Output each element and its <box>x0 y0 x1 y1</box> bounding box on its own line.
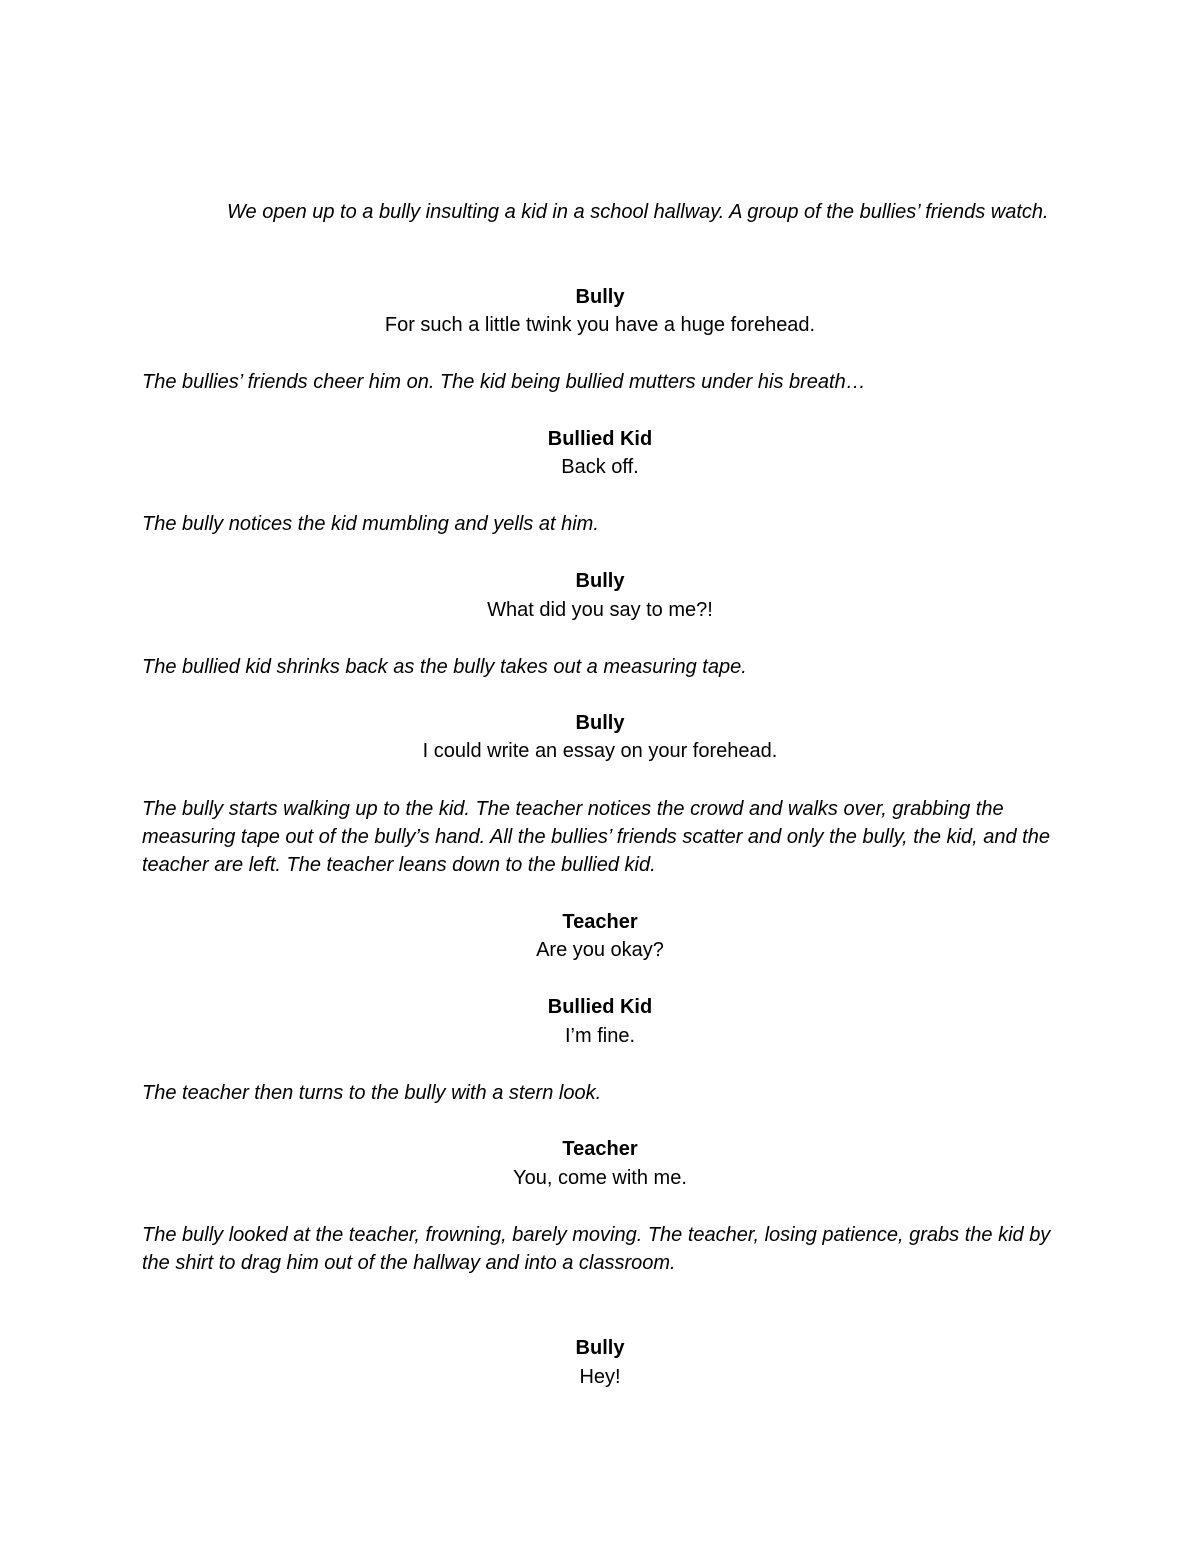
dialogue-line: Back off. <box>561 456 639 478</box>
character-name: Teacher <box>562 1138 638 1160</box>
action-line: The bullies’ friends cheer him on. The kid being bullied mutters under his breath… <box>142 371 866 393</box>
dialogue-line: Hey! <box>579 1366 621 1388</box>
character-name: Bully <box>575 1337 625 1359</box>
character-name: Bully <box>575 570 625 592</box>
dialogue-line: You, come with me. <box>513 1167 687 1189</box>
character-name: Bully <box>575 286 625 308</box>
character-name: Bully <box>575 712 625 734</box>
dialogue-line: Are you okay? <box>536 939 664 961</box>
dialogue-line: What did you say to me?! <box>487 599 713 621</box>
action-line: The bully looked at the teacher, frowning, barely moving. The teacher, losing patience, grabs the kid by the shirt to drag him out of the hallway and into a classroom. <box>142 1224 1051 1274</box>
character-name: Teacher <box>562 911 638 933</box>
character-name: Bullied Kid <box>547 428 653 450</box>
action-line: The bullied kid shrinks back as the bully takes out a measuring tape. <box>142 656 747 678</box>
dialogue-line: I could write an essay on your forehead. <box>422 740 778 762</box>
action-line: The teacher then turns to the bully with a stern look. <box>142 1082 602 1104</box>
action-line: The bully notices the kid mumbling and yells at him. <box>142 513 599 535</box>
action-line: The bully starts walking up to the kid. The teacher notices the crowd and walks over, grabbing the measuring tape out of the bully’s hand. All the bullies’ friends scatter and only the bully, the kid, and the teacher are left. The teacher leans down to the bullied kid. <box>142 798 1050 876</box>
action-line: We open up to a bully insulting a kid in a school hallway. A group of the bullies’ friends watch. <box>227 201 1049 223</box>
dialogue-line: For such a little twink you have a huge forehead. <box>384 314 816 336</box>
dialogue-line: I’m fine. <box>564 1025 636 1047</box>
character-name: Bullied Kid <box>547 996 653 1018</box>
